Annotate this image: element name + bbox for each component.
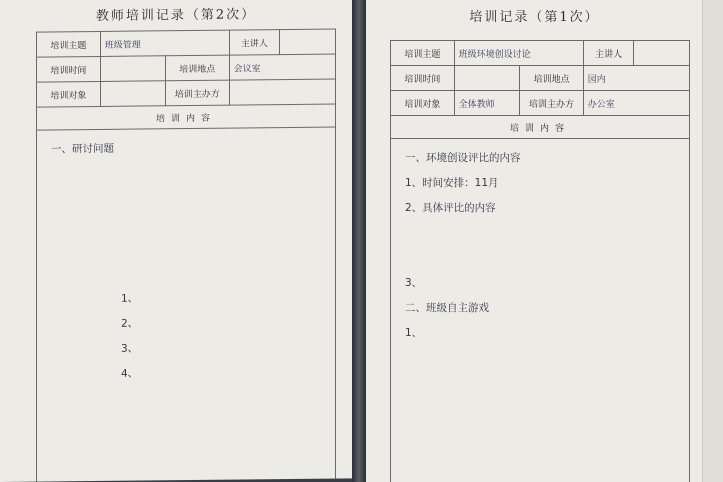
right-form-page: [366, 0, 723, 482]
right-note-line: [405, 221, 679, 246]
right-note-line: [405, 396, 679, 421]
left-content-heading: 培训内容: [37, 104, 336, 130]
left-info-table: [36, 28, 336, 130]
left-notes-lines: [51, 135, 325, 388]
left-note-line: 3、: [121, 342, 139, 355]
left-time-label: 培训时间: [37, 56, 101, 82]
right-notes-area: [390, 136, 690, 482]
right-note-line: 2、具体评比的内容: [405, 202, 496, 214]
right-topic-value: 班级环境创设讨论: [454, 41, 583, 66]
right-speaker-label: 主讲人: [583, 41, 634, 66]
left-organizer-label: 培训主办方: [165, 80, 229, 106]
right-time-label: 培训时间: [391, 66, 455, 91]
right-place-label: 培训地点: [520, 66, 584, 91]
right-notes-lines: [405, 146, 679, 446]
right-target-value: 全体教师: [454, 91, 520, 116]
right-note-line: 一、环境创设评比的内容: [405, 152, 521, 164]
left-note-line: [51, 260, 325, 288]
left-speaker-value: [280, 29, 336, 55]
right-organizer-label: 培训主办方: [520, 91, 584, 116]
left-note-line: [51, 160, 325, 188]
book-spine: [352, 0, 366, 482]
left-place-value: 会议室: [229, 54, 335, 80]
left-topic-label: 培训主题: [37, 31, 101, 57]
left-note-line: 4、: [121, 367, 139, 380]
right-note-line: 1、: [405, 327, 423, 339]
left-speaker-label: 主讲人: [229, 30, 280, 56]
right-time-value: [454, 66, 520, 91]
right-form-title: 培训记录（第1次）: [469, 10, 600, 25]
left-target-value: [100, 81, 165, 107]
right-content-heading: 培训内容: [391, 116, 690, 139]
left-note-line: [51, 185, 325, 213]
left-note-line: [51, 210, 325, 238]
left-note-line: [51, 235, 325, 263]
right-session-number: 1: [559, 10, 570, 25]
left-note-line: 一、研讨问题: [51, 142, 114, 156]
right-info-table: [390, 40, 690, 139]
right-organizer-value: 办公室: [583, 91, 689, 116]
left-time-value: [100, 56, 165, 82]
left-notes-area: [36, 124, 336, 482]
left-note-line: 2、: [121, 317, 139, 330]
right-target-label: 培训对象: [391, 91, 455, 116]
right-note-line: 二、班级自主游戏: [405, 302, 489, 314]
left-session-number: 2: [215, 7, 227, 23]
left-form-title: 教师培训记录（第2次）: [95, 7, 257, 24]
next-page-edge: [702, 0, 723, 482]
left-note-line: 1、: [121, 292, 139, 305]
left-organizer-value: [229, 79, 335, 105]
right-place-value: 园内: [583, 66, 689, 91]
right-topic-label: 培训主题: [391, 41, 455, 66]
left-place-label: 培训地点: [165, 55, 229, 81]
right-note-line: [405, 421, 679, 446]
left-target-label: 培训对象: [37, 81, 101, 107]
left-form-page: [0, 0, 352, 482]
right-speaker-value: [634, 41, 690, 66]
right-note-line: 1、时间安排：11月: [405, 177, 499, 189]
right-note-line: [405, 246, 679, 271]
right-note-line: [405, 371, 679, 396]
left-topic-value: 班级管理: [100, 30, 229, 56]
right-note-line: [405, 346, 679, 371]
right-note-line: 3、: [405, 277, 423, 289]
